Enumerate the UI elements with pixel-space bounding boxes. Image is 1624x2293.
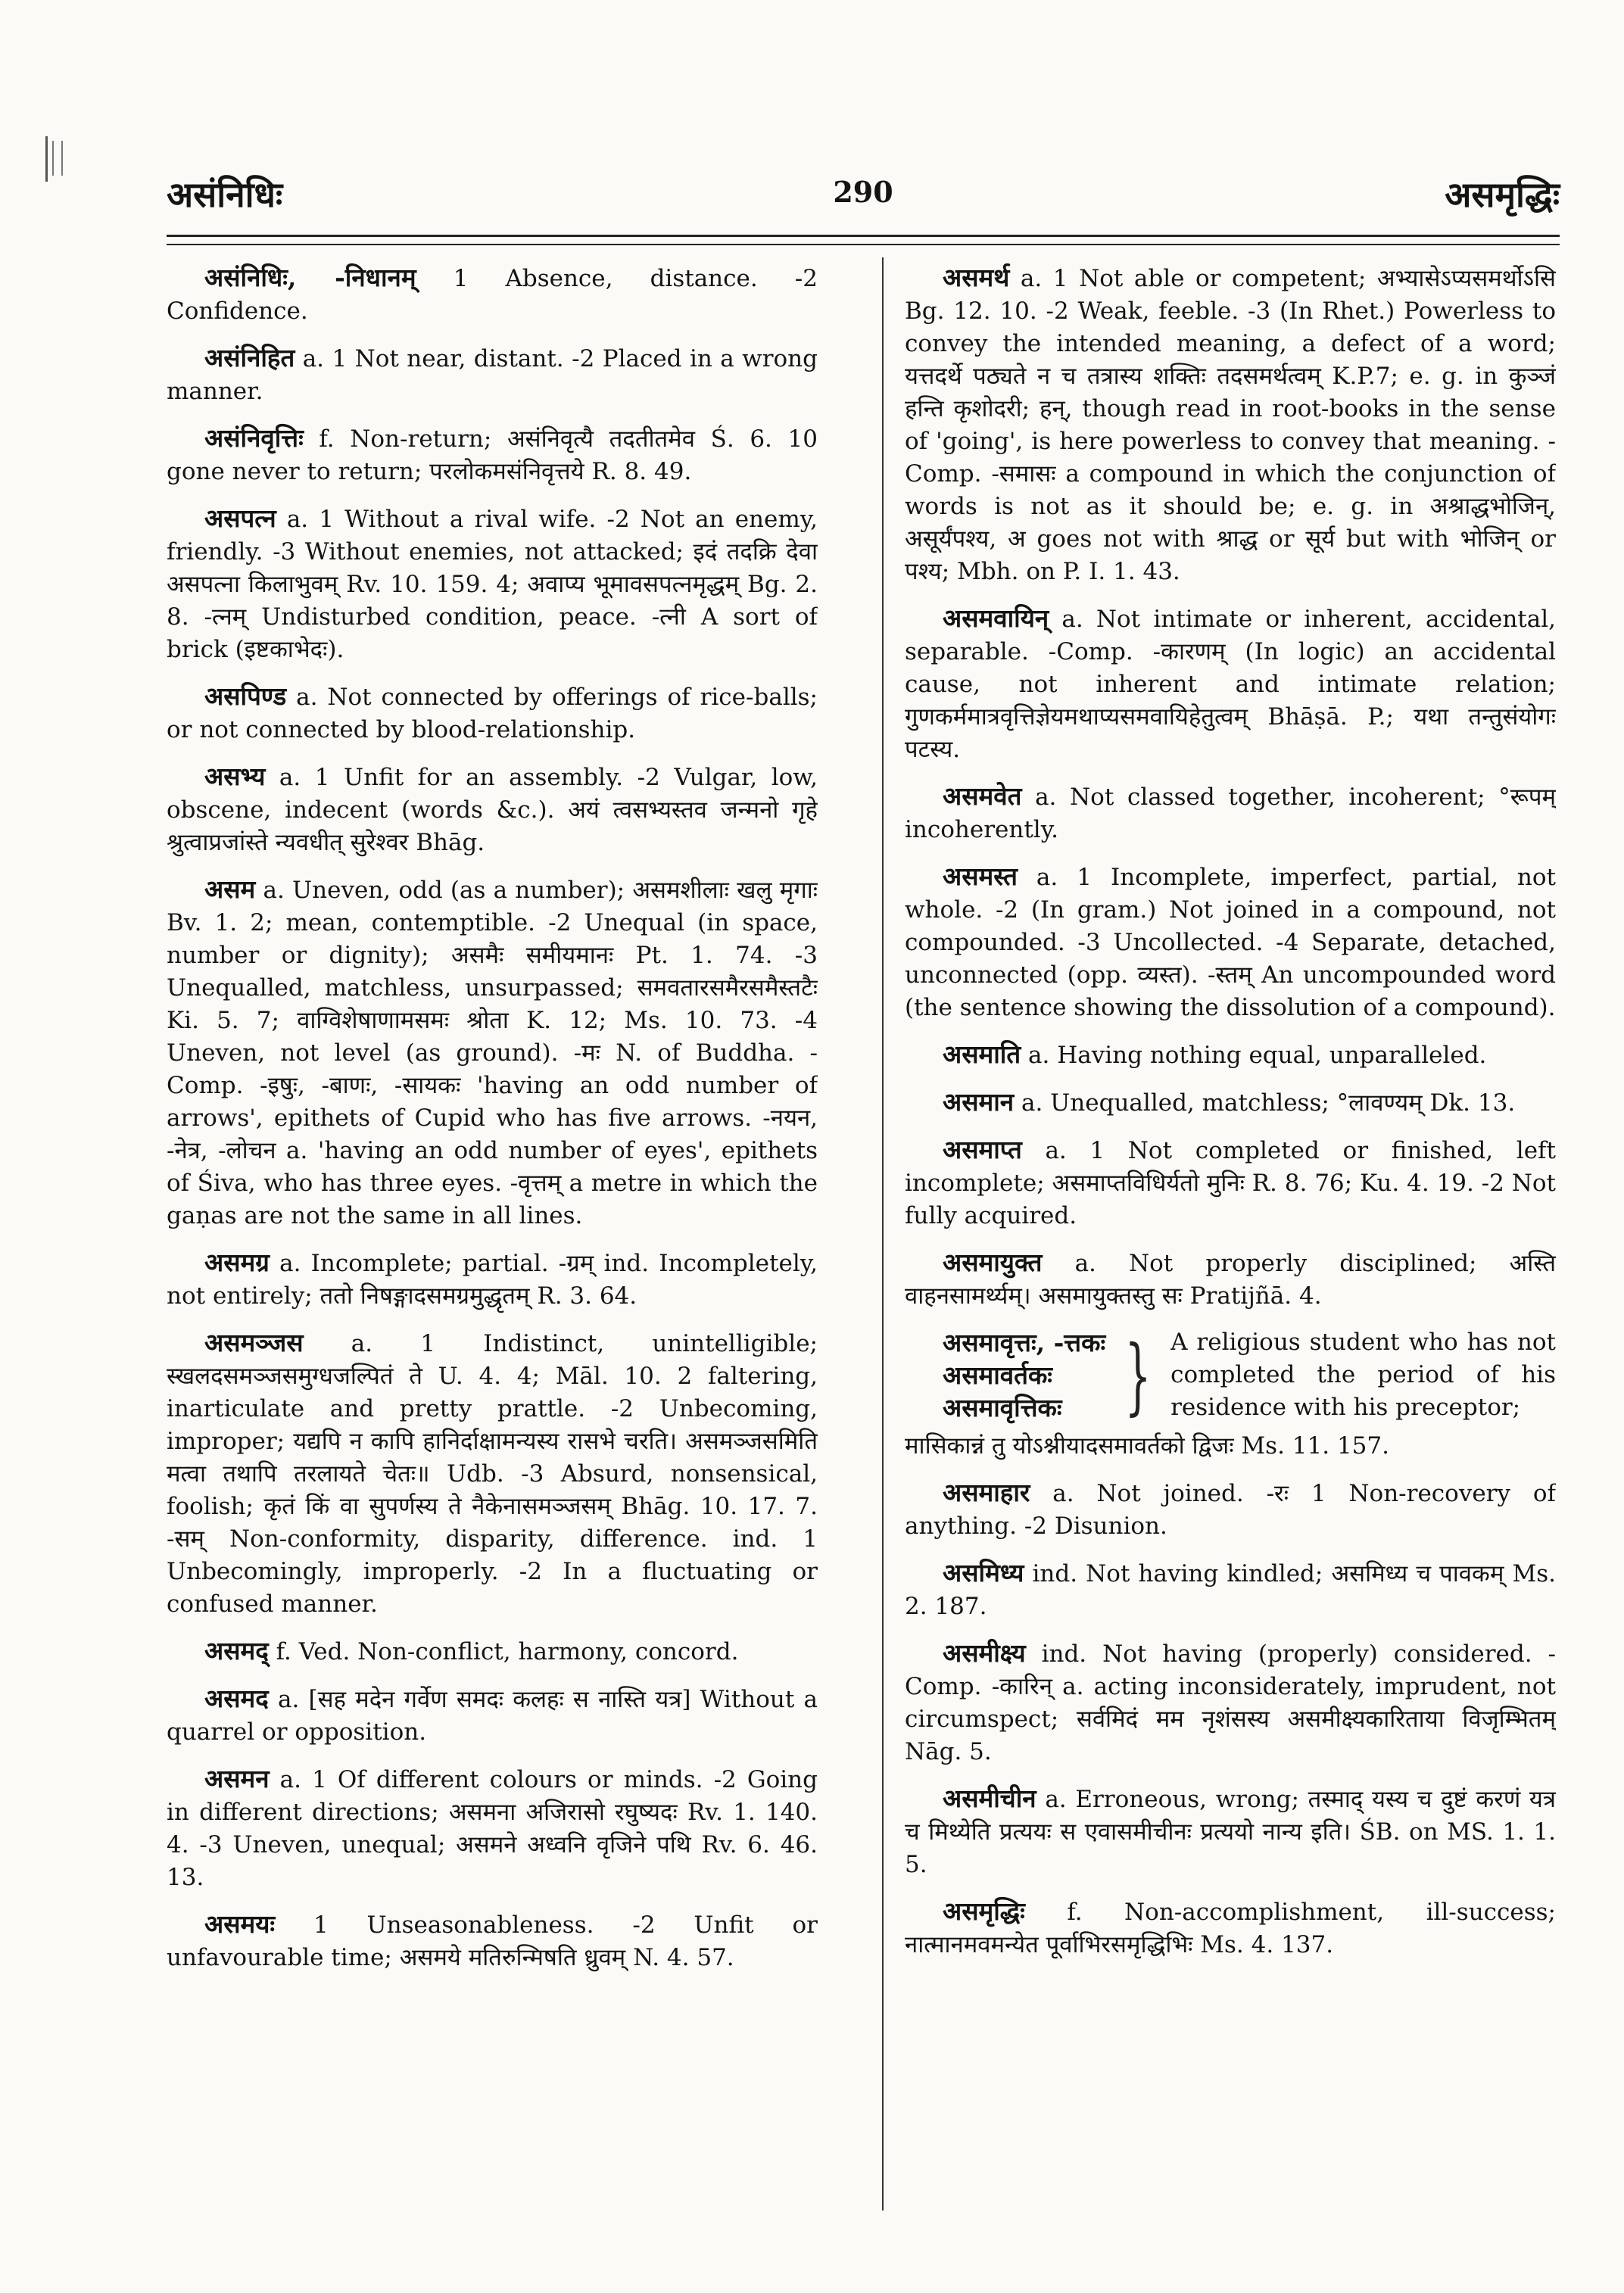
dictionary-entry (905, 1038, 1556, 1072)
definition: a. Not classed together, incoherent; °रूपम् incoherently. (905, 784, 1556, 843)
definition: a. 1 Not completed or finished, left incomplete; असमाप्तविधिर्यतो मुनिः R. 8. 76; Ku. 4. 19. -2 Not fully acquired. (905, 1137, 1556, 1229)
dictionary-entry (905, 1782, 1556, 1881)
left-guide-word: असंनिधिः (167, 174, 283, 215)
definition: a. 1 Incomplete, imperfect, partial, not whole. -2 (In gram.) Not joined in a compound, not compounded. -3 Uncollected. -4 Separate, detached, unconnected (opp. व्यस्त). -स्तम् An uncompounded word (the sentence showing the dissolution of a compound). (905, 864, 1556, 1021)
dictionary-entry (167, 1682, 818, 1749)
header-rule (167, 235, 1560, 237)
dictionary-entry (905, 1086, 1556, 1120)
headword: असमावृत्तिकः (943, 1393, 1062, 1422)
definition: a. Having nothing equal, unparalleled. (1028, 1042, 1487, 1069)
headword: असमायुक्त (943, 1248, 1043, 1277)
headword: असंनिहित (204, 343, 295, 372)
definition: a. 1 Indistinct, unintelligible; स्खलदसमञ्जसमुग्धजल्पितं ते U. 4. 4; Māl. 10. 2 faltering, inarticulate and pretty prattle. -2 Unbecoming, improper; यद्यपि न कापि हानिर्दाक्षामन्यस्य रासभे चरति। असमञ्जसमिति मत्वा तथापि तरलायते चेतः॥ Udb. -3 Absurd, nonsensical, foolish; कृतं किं वा सुपर्णस्य ते नैकेनासमञ्जसम् Bhāg. 10. 17. 7. -सम् Non-conformity, disparity, difference. ind. 1 Unbecomingly, improperly. -2 In a fluctuating or confused manner. (167, 1330, 818, 1618)
definition: a. Not connected by offerings of rice-balls; or not connected by blood-relationship. (167, 684, 818, 743)
headword: असमाहार (943, 1478, 1030, 1507)
dictionary-entry (167, 261, 818, 328)
headword: असमद् (204, 1636, 269, 1665)
definition: a. Incomplete; partial. -ग्रम् ind. Incompletely, not entirely; ततो निषङ्गादसमग्रमुद्धृतम् R. 3. 64. (167, 1250, 818, 1310)
headword: असभ्य (204, 762, 266, 791)
headword: असमग्र (204, 1248, 270, 1277)
dictionary-entry (905, 261, 1556, 588)
page-number: 290 (833, 175, 893, 209)
headword: असमन (204, 1764, 270, 1793)
definition: a. Unequalled, matchless; °लावण्यम् Dk. 13. (1021, 1089, 1516, 1117)
headword: असमस्त (943, 861, 1018, 891)
dictionary-entry (167, 873, 818, 1232)
margin-mark (45, 136, 63, 182)
headword: असपिण्ड (204, 681, 287, 711)
headword: असमृद्धिः (943, 1896, 1025, 1926)
right-guide-word: असमृद्धिः (1445, 174, 1560, 215)
dictionary-entry (905, 1895, 1556, 1961)
curly-brace: } (1124, 1326, 1152, 1424)
dictionary-entry (905, 1556, 1556, 1623)
definition: a. 1 Without a rival wife. -2 Not an enemy, friendly. -3 Without enemies, not attacked; इदं तदक्रि देवा असपत्ना किलाभुवम् Rv. 10. 159. 4; अवाप्य भूमावसपत्नमृद्धम् Bg. 2. 8. -त्नम् Undisturbed condition, peace. -त्नी A sort of brick (इष्टकाभेदः). (167, 506, 818, 663)
dictionary-entry (905, 1476, 1556, 1543)
dictionary-entry (905, 1246, 1556, 1313)
dictionary-entry (167, 341, 818, 408)
definition: a. 1 Unfit for an assembly. -2 Vulgar, low, obscene, indecent (words &c.). अयं त्वसभ्यस्तव जन्मनो गृहे श्रुत्वाप्रजांस्ते न्यवधीत् सुरेश्वर Bhāg. (167, 764, 818, 856)
headword: असमवेत (943, 781, 1022, 811)
definition: A religious student who has not completed the period of his residence with his preceptor; (1170, 1329, 1556, 1421)
headword: असमिध्य (943, 1558, 1024, 1587)
headword: असमीक्ष्य (943, 1638, 1026, 1668)
dictionary-entry (905, 1637, 1556, 1768)
dictionary-entry (167, 1246, 818, 1313)
headword: असमावर्तकः (943, 1360, 1052, 1390)
headword: असमाप्त (943, 1135, 1022, 1164)
definition: ind. Not having kindled; असमिध्य च पावकम् Ms. 2. 187. (905, 1560, 1556, 1620)
dictionary-entry (905, 780, 1556, 846)
headword: असपत्न (204, 503, 276, 533)
bracketed-headwords (905, 1326, 1105, 1424)
definition: f. Ved. Non-conflict, harmony, concord. (276, 1638, 739, 1665)
definition: a. Not properly disciplined; अस्ति वाहनसामर्थ्यम्। असमायुक्तस्तु सः Pratijñā. 4. (905, 1250, 1556, 1310)
definition: a. Not intimate or inherent, accidental, separable. -Comp. -कारणम् (In logic) an accidental cause, not inherent and intimate relation; गुणकर्ममात्रवृत्तिज्ञेयमथाप्यसमवायिहेतुत्वम् Bhāṣā. P.; यथा तन्तुसंयोगः पटस्य. (905, 606, 1556, 763)
headword: असमयः (204, 1909, 276, 1939)
definition: a. [सह मदेन गर्वेण समदः कलहः स नास्ति यत्र] Without a quarrel or opposition. (167, 1686, 818, 1746)
headword: असमर्थ (943, 263, 1010, 292)
dictionary-entry (167, 1762, 818, 1894)
definition: a. 1 Not near, distant. -2 Placed in a wrong manner. (167, 345, 818, 405)
definition: f. Non-accomplishment, ill-success; नात्मानमवमन्येत पूर्वाभिरसमृद्धिभिः Ms. 4. 137. (905, 1899, 1556, 1958)
definition: a. Erroneous, wrong; तस्माद् यस्य च दुष्टं करणं यत्र च मिथ्येति प्रत्ययः स एवासमीचीनः प्रत्ययो नान्य इति। ŚB. on MS. 1. 1. 5. (905, 1786, 1556, 1878)
headword: असंनिधिः, -निधानम् (204, 263, 416, 292)
definition: a. 1 Not able or competent; अभ्यासेऽप्यसमर्थोऽसि Bg. 12. 10. -2 Weak, feeble. -3 (In Rhet.) Powerless to convey the intended meaning, a defect of a word; यत्तदर्थे पठ्यते न च तत्रास्य शक्तिः तदसमर्थत्वम् K.P.7; e. g. in कुञ्जं हन्ति कृशोदरी; हन्, though read in root-books in the sense of 'going', is here powerless to convey that meaning. -Comp. -समासः a compound in which the conjunction of words is not as it should be; e. g. in अश्राद्धभोजिन्, असूर्यंपश्य, अ goes not with श्राद्ध or सूर्य but with भोजिन् or पश्य; Mbh. on P. I. 1. 43. (905, 265, 1556, 585)
dictionary-entry (167, 1326, 818, 1621)
headword: असमद (204, 1684, 269, 1713)
definition: 1 Unseasonableness. -2 Unfit or unfavourable time; असमये मतिरुन्मिषति ध्रुवम् N. 4. 57. (167, 1911, 818, 1971)
bracketed-entry (905, 1326, 1556, 1424)
definition-continuation: मासिकान्नं तु योऽश्नीयादसमावर्तको द्विजः Ms. 11. 157. (905, 1432, 1389, 1460)
headword: असमान (943, 1087, 1015, 1117)
definition: a. Uneven, odd (as a number); असमशीलाः खलु मृगाः Bv. 1. 2; mean, contemptible. -2 Unequal (in space, number or dignity); असमैः समीयमानः Pt. 1. 74. -3 Unequalled, matchless, unsurpassed; समवतारसमैरसमैस्तटैः Ki. 5. 7; वाग्विशेषाणामसमः श्रोता K. 12; Ms. 10. 73. -4 Uneven, not level (as ground). -मः N. of Buddha. -Comp. -इषुः, -बाणः, -सायकः 'having an odd number of arrows', epithets of Cupid who has five arrows. -नयन, -नेत्र, -लोचन a. 'having an odd number of eyes', epithets of Śiva, who has three eyes. -वृत्तम् a metre in which the gaṇas are not the same in all lines. (167, 877, 818, 1229)
definition: 1 Absence, distance. -2 Confidence. (167, 265, 818, 325)
definition: a. 1 Of different colours or minds. -2 Going in different directions; असमना अजिरासो रघुष्यदः Rv. 1. 140. 4. -3 Uneven, unequal; असमने अध्वनि वृजिने पथि Rv. 6. 46. 13. (167, 1766, 818, 1891)
dictionary-entry (167, 760, 818, 859)
headword: असमञ्जस (204, 1328, 304, 1357)
dictionary-entry (167, 422, 818, 488)
headword: असमाति (943, 1039, 1021, 1069)
dictionary-entry (905, 860, 1556, 1024)
headword: असमावृत्तः, -त्तकः (943, 1328, 1106, 1357)
column-divider (882, 257, 884, 2210)
right-column (905, 261, 1556, 2229)
headword: असम (204, 874, 256, 904)
definition: a. Not joined. -रः 1 Non-recovery of anything. -2 Disunion. (905, 1480, 1556, 1540)
definition: f. Non-return; असंनिवृत्यै तदतीतमेव Ś. 6. 10 gone never to return; परलोकमसंनिवृत्तये R. 8. 49. (167, 425, 818, 485)
headword: असमीचीन (943, 1784, 1036, 1813)
dictionary-entry (167, 502, 818, 666)
headword: असंनिवृत्तिः (204, 423, 304, 453)
dictionary-entry (905, 602, 1556, 766)
page-header (167, 170, 1560, 223)
dictionary-entry (167, 1908, 818, 1974)
headword: असमवायिन् (943, 603, 1049, 633)
left-column (167, 261, 818, 2229)
definition: ind. Not having (properly) considered. -Comp. -कारिन् a. acting inconsiderately, imprudent, not circumspect; सर्वमिदं मम नृशंसस्य असमीक्ष्यकारिताया विजृम्भितम् Nāg. 5. (905, 1640, 1556, 1765)
dictionary-entry (905, 1133, 1556, 1232)
header-rule-thin (167, 244, 1560, 245)
dictionary-entry (167, 680, 818, 746)
dictionary-entry (167, 1634, 818, 1668)
